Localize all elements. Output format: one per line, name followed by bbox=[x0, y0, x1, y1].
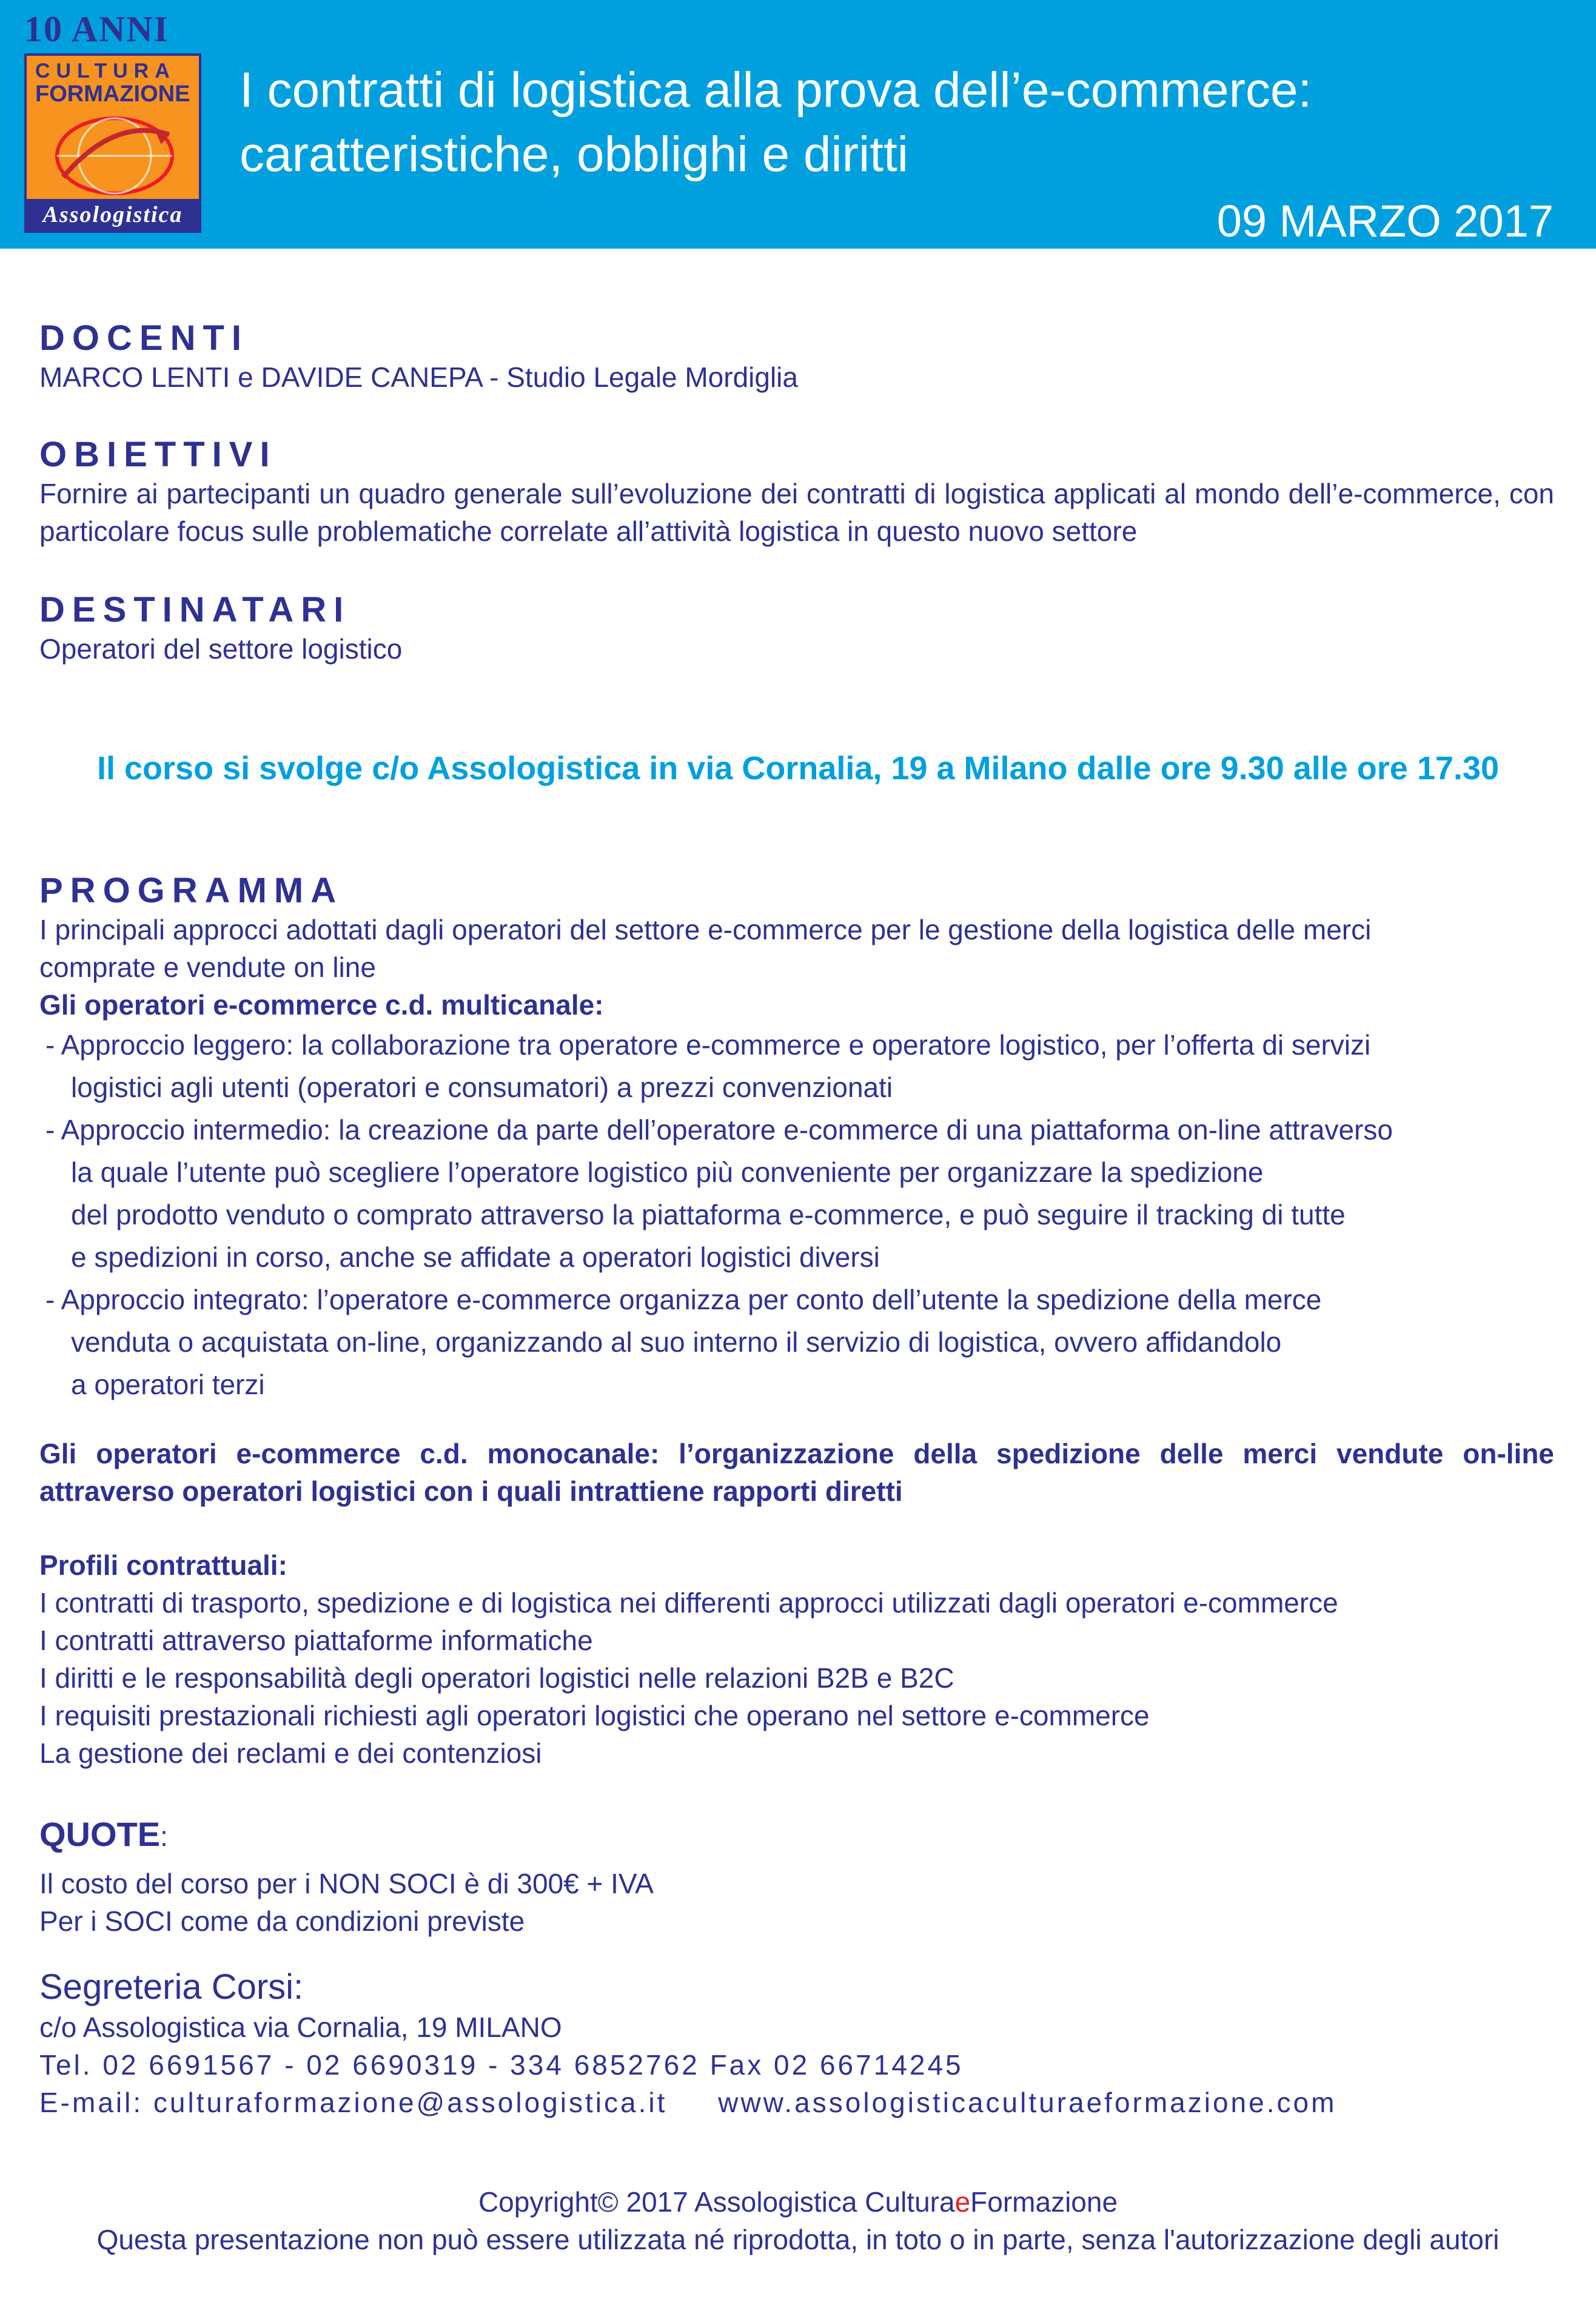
website-link[interactable]: www.assologisticaculturaeformazione.com bbox=[718, 2087, 1337, 2118]
page-title bbox=[240, 58, 1312, 187]
quote-heading: QUOTE bbox=[39, 1815, 161, 1853]
email-link[interactable]: E-mail: culturaformazione@assologistica.it bbox=[39, 2087, 668, 2118]
profili-item: I requisiti prestazionali richiesti agli operatori logistici che operano nel settore e-commerce bbox=[39, 1700, 1150, 1731]
programma-intro-line-2: comprate e vendute on line bbox=[39, 951, 376, 983]
copyright-a: Copyright© 2017 Assologistica Cultura bbox=[478, 2186, 955, 2218]
segreteria-phone: Tel. 02 6691567 - 02 6690319 - 334 6852762 Fax 02 66714245 bbox=[39, 2049, 964, 2081]
bullet-line: - Approccio integrato: l’operatore e-commerce organizza per conto dell’utente la spedizione della merce bbox=[45, 1284, 1322, 1315]
header-banner bbox=[0, 0, 1596, 249]
docenti-section bbox=[39, 318, 798, 396]
copyright-e: e bbox=[954, 2186, 971, 2218]
list-item bbox=[45, 1278, 1554, 1406]
profili-item: I contratti attraverso piattaforme informatiche bbox=[39, 1625, 593, 1656]
copyright-notice: Questa presentazione non può essere utilizzata né riprodotta, in toto o in parte, senza l'autorizzazione degli autori bbox=[96, 2224, 1500, 2255]
logo-assologistica: Assologistica bbox=[27, 199, 199, 230]
bullet-line: venduta o acquistata on-line, organizzando al suo interno il servizio di logistica, ovvero affidandolo bbox=[71, 1326, 1282, 1358]
bullet-line: del prodotto venduto o comprato attraverso la piattaforma e-commerce, e può seguire il tracking di tutte bbox=[71, 1199, 1346, 1230]
destinatari-text: Operatori del settore logistico bbox=[39, 633, 403, 665]
list-item bbox=[45, 1024, 1554, 1109]
monocanale-text: Gli operatori e-commerce c.d. monocanale: l’organizzazione della spedizione delle merci vendute on-line attraverso operatori logistici con i quali intrattiene rapporti diretti bbox=[39, 1438, 1554, 1507]
destinatari-heading: DESTINATARI bbox=[39, 590, 351, 629]
bullet-line: la quale l’utente può scegliere l’operatore logistico più conveniente per organizzare la spedizione bbox=[71, 1156, 1264, 1188]
quote-colon: : bbox=[160, 1820, 168, 1852]
monocanale-section bbox=[39, 1435, 1554, 1510]
segreteria-contacts bbox=[39, 2084, 1554, 2121]
obiettivi-section bbox=[39, 435, 1554, 550]
bullet-line: - Approccio leggero: la collaborazione tra operatore e-commerce e operatore logistico, per l’offerta di servizi bbox=[45, 1029, 1371, 1061]
profili-item: La gestione dei reclami e dei contenziosi bbox=[39, 1737, 542, 1769]
logo-anni: 10 ANNI bbox=[24, 9, 170, 49]
bullet-line: a operatori terzi bbox=[71, 1369, 265, 1400]
quote-line-2: Per i SOCI come da condizioni previste bbox=[39, 1905, 525, 1937]
logo bbox=[17, 6, 206, 240]
programma-section bbox=[39, 871, 1554, 1406]
profili-section bbox=[39, 1546, 1338, 1772]
bullet-line: - Approccio intermedio: la creazione da parte dell’operatore e-commerce di una piattaforma on-line attraverso bbox=[45, 1114, 1393, 1146]
event-date: 09 MARZO 2017 bbox=[1216, 196, 1554, 246]
multicanale-heading: Gli operatori e-commerce c.d. multicanale: bbox=[39, 989, 604, 1021]
bullet-line: e spedizioni in corso, anche se affidate a operatori logistici diversi bbox=[71, 1241, 880, 1273]
programma-heading: PROGRAMMA bbox=[39, 871, 344, 910]
copyright bbox=[0, 2183, 1596, 2221]
profili-item: I contratti di trasporto, spedizione e di logistica nei differenti approcci utilizzati dagli operatori e-commerce bbox=[39, 1587, 1338, 1619]
segreteria-address: c/o Assologistica via Cornalia, 19 MILANO bbox=[39, 2012, 562, 2043]
quote-section bbox=[39, 1813, 654, 1940]
programma-intro-line-1: I principali approcci adottati dagli operatori del settore e-commerce per le gestione della logistica delle merci bbox=[39, 914, 1372, 945]
footer bbox=[0, 2183, 1596, 2258]
title-line-1: I contratti di logistica alla prova dell’e-commerce: bbox=[240, 62, 1312, 118]
segreteria-heading: Segreteria Corsi: bbox=[39, 1967, 304, 2007]
logo-formazione: FORMAZIONE bbox=[35, 81, 190, 107]
course-info: Il corso si svolge c/o Assologistica in via Cornalia, 19 a Milano dalle ore 9.30 alle ore 17.30 bbox=[97, 750, 1499, 787]
destinatari-section bbox=[39, 590, 402, 668]
approcci-list bbox=[45, 1024, 1554, 1406]
obiettivi-text: Fornire ai partecipanti un quadro generale sull’evoluzione dei contratti di logistica applicati al mondo dell’e-commerce, con particolare focus sulle problematiche correlate all’attività logistica in questo nuovo settore bbox=[39, 478, 1554, 547]
copyright-b: Formazione bbox=[970, 2186, 1118, 2218]
bullet-line: logistici agli utenti (operatori e consumatori) a prezzi convenzionati bbox=[71, 1072, 893, 1103]
logo-box bbox=[24, 53, 201, 233]
logo-cultura: CULTURA bbox=[35, 59, 176, 82]
quote-line-1: Il costo del corso per i NON SOCI è di 300€ + IVA bbox=[39, 1868, 654, 1899]
profili-heading: Profili contrattuali: bbox=[39, 1549, 287, 1581]
obiettivi-heading: OBIETTIVI bbox=[39, 435, 277, 474]
docenti-text: MARCO LENTI e DAVIDE CANEPA - Studio Legale Mordiglia bbox=[39, 361, 798, 393]
title-line-2: caratteristiche, obblighi e diritti bbox=[240, 127, 908, 182]
profili-item: I diritti e le responsabilità degli operatori logistici nelle relazioni B2B e B2C bbox=[39, 1662, 954, 1694]
globe-icon bbox=[51, 110, 178, 201]
docenti-heading: DOCENTI bbox=[39, 318, 249, 358]
list-item bbox=[45, 1109, 1554, 1278]
segreteria-section bbox=[39, 1966, 1554, 2121]
quote-heading-row bbox=[39, 1813, 654, 1865]
